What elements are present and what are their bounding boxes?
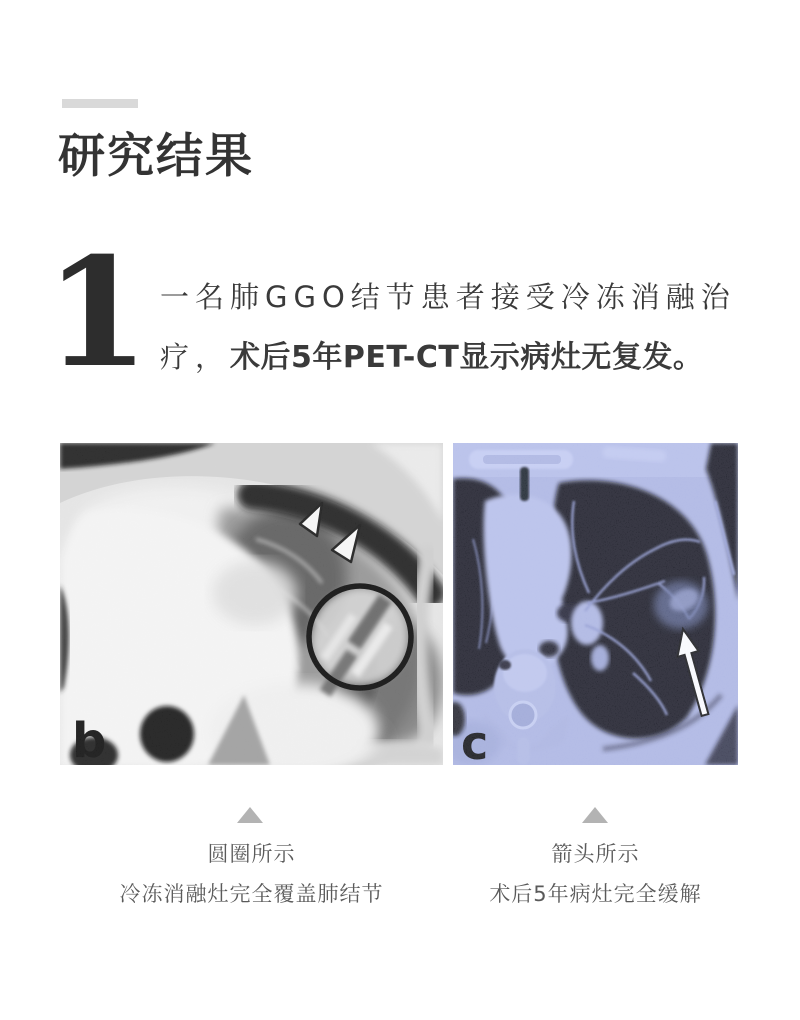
finding-text-line1: 一名肺GGO结节患者接受冷冻消融治 (160, 280, 736, 314)
caption-b-line2: 冷冻消融灶完全覆盖肺结节 (119, 882, 384, 906)
finding-text-regular: 疗， (160, 340, 231, 374)
ct-c-noise-texture (453, 443, 738, 765)
ct-scan-b (60, 443, 443, 765)
finding-text-bold: 术后5年PET-CT显示病灶无复发。 (230, 340, 704, 375)
accent-bar (62, 99, 138, 108)
ct-scan-c-image (453, 443, 738, 765)
figure-label-c: c (461, 716, 489, 765)
caption-figure-b (60, 834, 443, 914)
caption-c-line2: 术后5年病灶完全缓解 (489, 882, 702, 906)
caption-b-line1: 圆圈所示 (207, 842, 296, 866)
ct-b-noise-texture (60, 443, 443, 765)
ct-scan-c (453, 443, 738, 765)
caption-figure-c (453, 834, 738, 914)
caption-c-line1: 箭头所示 (551, 842, 640, 866)
pointer-up-icon (237, 807, 263, 823)
page-title: 研究结果 (58, 129, 254, 184)
pointer-up-icon (582, 807, 608, 823)
ct-scan-b-image (60, 443, 443, 765)
figure-label-b: b (72, 713, 107, 765)
finding-text-line2 (160, 339, 780, 376)
finding-number: 1 (45, 225, 150, 401)
